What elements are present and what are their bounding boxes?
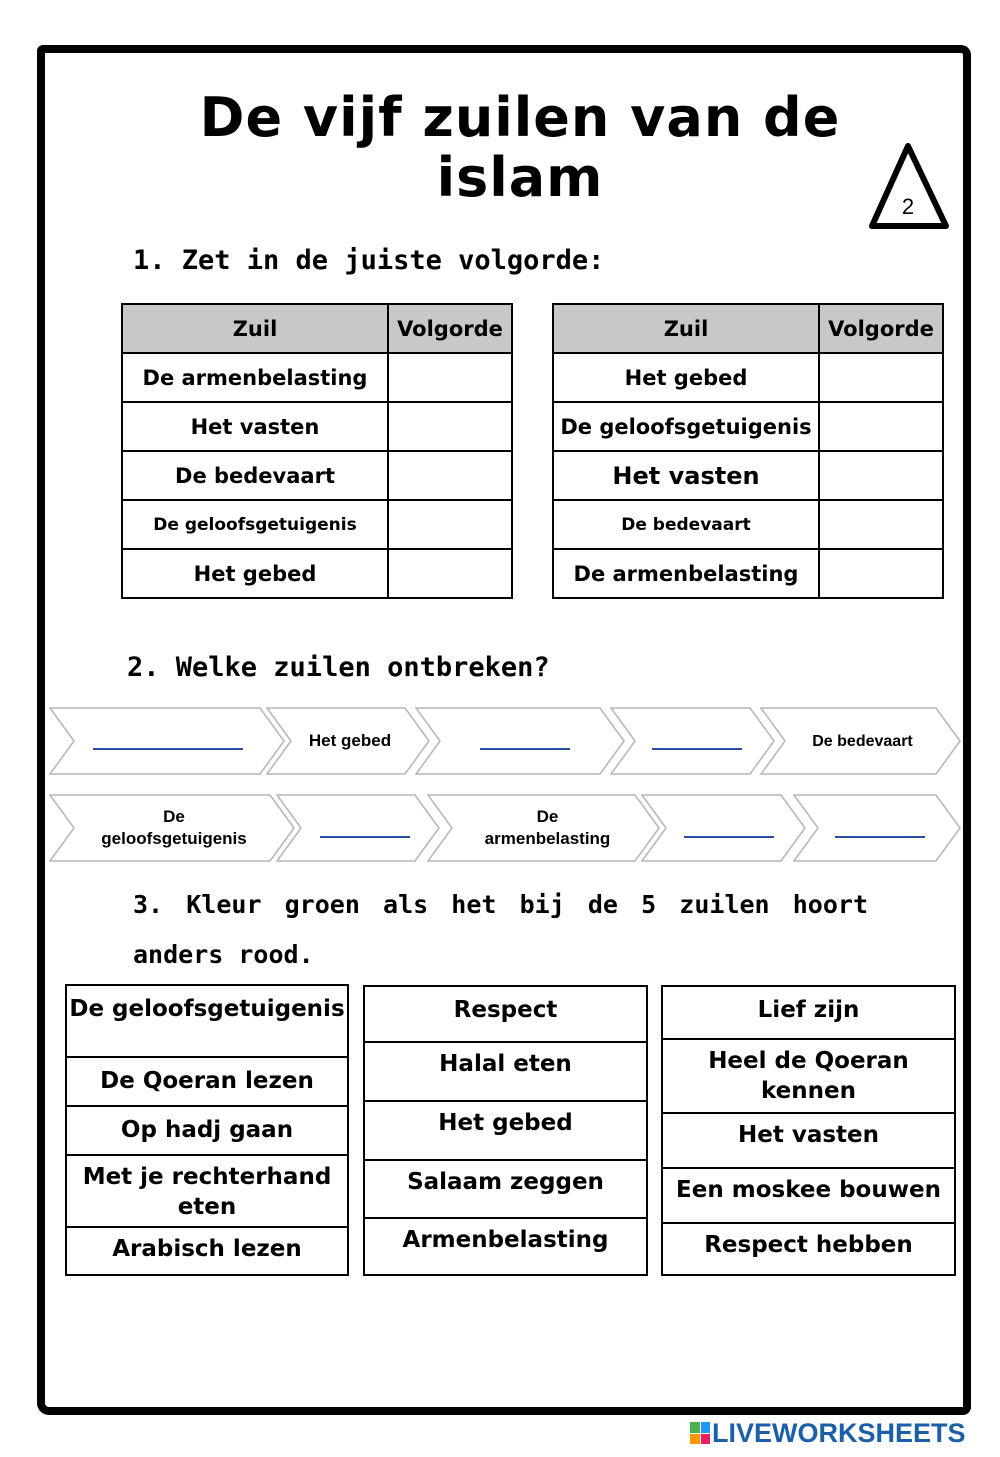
- answer-blank-6[interactable]: [835, 836, 925, 838]
- volgorde-input-cell[interactable]: [819, 451, 943, 500]
- answer-cell[interactable]: Respect hebben: [704, 1232, 913, 1258]
- answer-cell[interactable]: Salaam zeggen: [365, 1161, 646, 1219]
- volgorde-input-cell[interactable]: [819, 500, 943, 549]
- zuil-cell: Het vasten: [122, 402, 388, 451]
- liveworksheets-logo: [690, 1415, 966, 1451]
- volgorde-input-cell[interactable]: [388, 353, 512, 402]
- order-table-left: [121, 303, 513, 599]
- volgorde-input-cell[interactable]: [388, 549, 512, 598]
- answer-cell[interactable]: Het vasten: [663, 1114, 954, 1169]
- volgorde-input-cell[interactable]: [819, 402, 943, 451]
- answer-cell[interactable]: Respect: [365, 987, 646, 1043]
- answer-column-3: [661, 985, 956, 1276]
- level-badge: 2: [901, 194, 915, 219]
- answer-cell[interactable]: Op hadj gaan: [67, 1107, 347, 1156]
- column-header-zuil: Zuil: [122, 304, 388, 353]
- chevron-label: Het gebed: [308, 731, 392, 750]
- answer-cell[interactable]: Met je rechterhand eten: [67, 1156, 347, 1228]
- zuil-cell: Het vasten: [553, 451, 819, 500]
- chevron-label: De geloofsgetuigenis: [101, 807, 247, 848]
- answer-cell[interactable]: Arabisch lezen: [112, 1236, 302, 1262]
- answer-cell[interactable]: Armenbelasting: [402, 1227, 609, 1253]
- answer-cell[interactable]: Het gebed: [365, 1102, 646, 1161]
- zuil-cell: De bedevaart: [122, 451, 388, 500]
- zuil-cell: De geloofsgetuigenis: [122, 500, 388, 549]
- column-header-volgorde: Volgorde: [388, 304, 512, 353]
- answer-cell[interactable]: De geloofsgetuigenis: [67, 986, 347, 1058]
- volgorde-input-cell[interactable]: [819, 549, 943, 598]
- answer-blank-3[interactable]: [652, 748, 742, 750]
- zuil-cell: Het gebed: [553, 353, 819, 402]
- volgorde-input-cell[interactable]: [388, 402, 512, 451]
- column-header-zuil: Zuil: [553, 304, 819, 353]
- logo-mark-icon: [690, 1422, 710, 1444]
- chevron-label: De bedevaart: [812, 733, 913, 750]
- answer-blank-1[interactable]: [93, 748, 243, 750]
- answer-column-2: [363, 985, 648, 1276]
- answer-blank-5[interactable]: [684, 836, 774, 838]
- column-header-volgorde: Volgorde: [819, 304, 943, 353]
- zuil-cell: Het gebed: [122, 549, 388, 598]
- logo-text: LIVEWORKSHEETS: [712, 1417, 966, 1448]
- question-1-heading: 1. Zet in de juiste volgorde:: [133, 245, 605, 276]
- answer-blank-2[interactable]: [480, 748, 570, 750]
- question-3-heading: 3. Kleur groen als het bij de 5 zuilen hoort anders rood.: [133, 890, 868, 969]
- answer-blank-4[interactable]: [320, 836, 410, 838]
- volgorde-input-cell[interactable]: [819, 353, 943, 402]
- zuil-cell: De armenbelasting: [122, 353, 388, 402]
- question-2-heading: 2. Welke zuilen ontbreken?: [127, 652, 550, 683]
- order-table-right: [552, 303, 944, 599]
- answer-column-1: [65, 984, 349, 1276]
- answer-cell[interactable]: Lief zijn: [663, 987, 954, 1040]
- page-title: De vijf zuilen van de islam: [199, 86, 841, 209]
- zuil-cell: De armenbelasting: [553, 549, 819, 598]
- volgorde-input-cell[interactable]: [388, 451, 512, 500]
- volgorde-input-cell[interactable]: [388, 500, 512, 549]
- zuil-cell: De geloofsgetuigenis: [553, 402, 819, 451]
- chevron-label: De armenbelasting: [484, 807, 611, 848]
- zuil-cell: De bedevaart: [553, 500, 819, 549]
- answer-cell[interactable]: De Qoeran lezen: [67, 1058, 347, 1107]
- answer-cell[interactable]: Halal eten: [365, 1043, 646, 1102]
- answer-cell[interactable]: Een moskee bouwen: [663, 1169, 954, 1224]
- answer-cell[interactable]: Heel de Qoeran kennen: [663, 1040, 954, 1114]
